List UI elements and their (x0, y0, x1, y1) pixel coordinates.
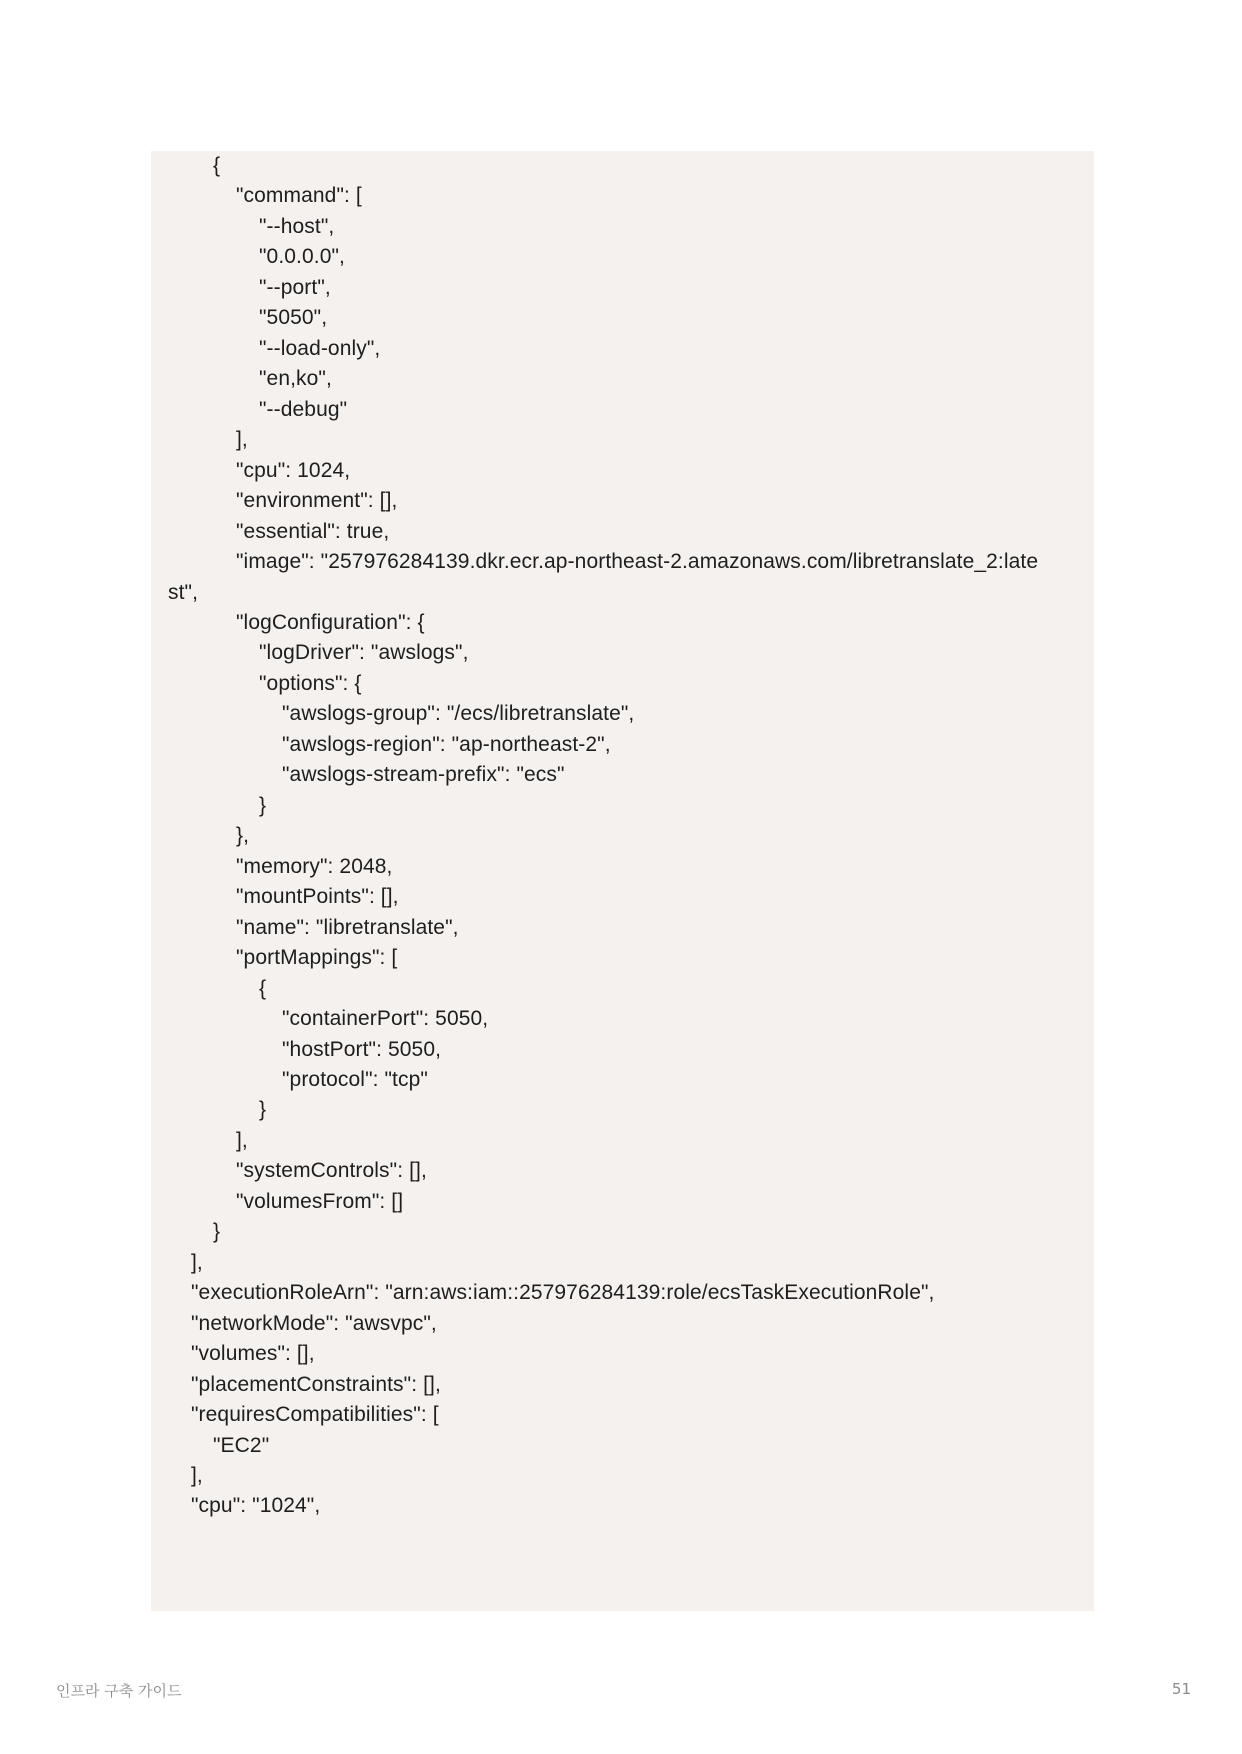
code-line: "--host", (259, 215, 335, 238)
code-line: "--port", (259, 276, 331, 299)
code-line: "en,ko", (259, 367, 332, 390)
code-line: }, (236, 824, 250, 847)
code-line: "memory": 2048, (236, 855, 393, 878)
code-line: "options": { (259, 672, 362, 695)
code-line: ], (236, 1129, 248, 1152)
code-line: "executionRoleArn": "arn:aws:iam::257976284139:role/ecsTaskExecutionRole", (191, 1281, 935, 1304)
code-line: "logDriver": "awslogs", (259, 641, 469, 664)
code-line: "--load-only", (259, 337, 381, 360)
code-line: } (259, 794, 267, 817)
code-line: st", (168, 581, 199, 604)
code-line: "awslogs-stream-prefix": "ecs" (282, 763, 565, 786)
code-line: "image": "257976284139.dkr.ecr.ap-northeast-2.amazonaws.com/libretranslate_2:late (236, 550, 1039, 573)
code-block (151, 151, 1094, 1611)
code-line: ], (191, 1464, 203, 1487)
code-line: ], (191, 1251, 203, 1274)
page-number: 51 (1171, 1680, 1191, 1698)
code-line: { (213, 154, 221, 177)
code-line: } (213, 1220, 221, 1243)
code-line: { (259, 977, 267, 1000)
code-line: "systemControls": [], (236, 1159, 427, 1182)
code-line: "hostPort": 5050, (282, 1038, 442, 1061)
code-line: "portMappings": [ (236, 946, 398, 969)
code-line: "awslogs-group": "/ecs/libretranslate", (282, 702, 635, 725)
code-line: "networkMode": "awsvpc", (191, 1312, 437, 1335)
code-line: "volumes": [], (191, 1342, 315, 1365)
code-line: ], (236, 428, 248, 451)
code-line: "5050", (259, 306, 328, 329)
code-line: "logConfiguration": { (236, 611, 425, 634)
code-line: "cpu": 1024, (236, 459, 351, 482)
code-line: } (259, 1098, 267, 1121)
code-line: "awslogs-region": "ap-northeast-2", (282, 733, 611, 756)
code-line: "protocol": "tcp" (282, 1068, 428, 1091)
code-line: "name": "libretranslate", (236, 916, 459, 939)
code-line: "placementConstraints": [], (191, 1373, 441, 1396)
code-line: "environment": [], (236, 489, 398, 512)
code-line: "volumesFrom": [] (236, 1190, 404, 1213)
code-line: "containerPort": 5050, (282, 1007, 489, 1030)
code-line: "EC2" (213, 1434, 270, 1457)
code-line: "cpu": "1024", (191, 1494, 321, 1517)
code-line: "command": [ (236, 184, 362, 207)
code-line: "essential": true, (236, 520, 390, 543)
code-line: "requiresCompatibilities": [ (191, 1403, 439, 1426)
footer-document-title: 인프라 구축 가이드 (56, 1682, 182, 1700)
code-line: "--debug" (259, 398, 348, 421)
code-line: "mountPoints": [], (236, 885, 399, 908)
code-line: "0.0.0.0", (259, 245, 345, 268)
